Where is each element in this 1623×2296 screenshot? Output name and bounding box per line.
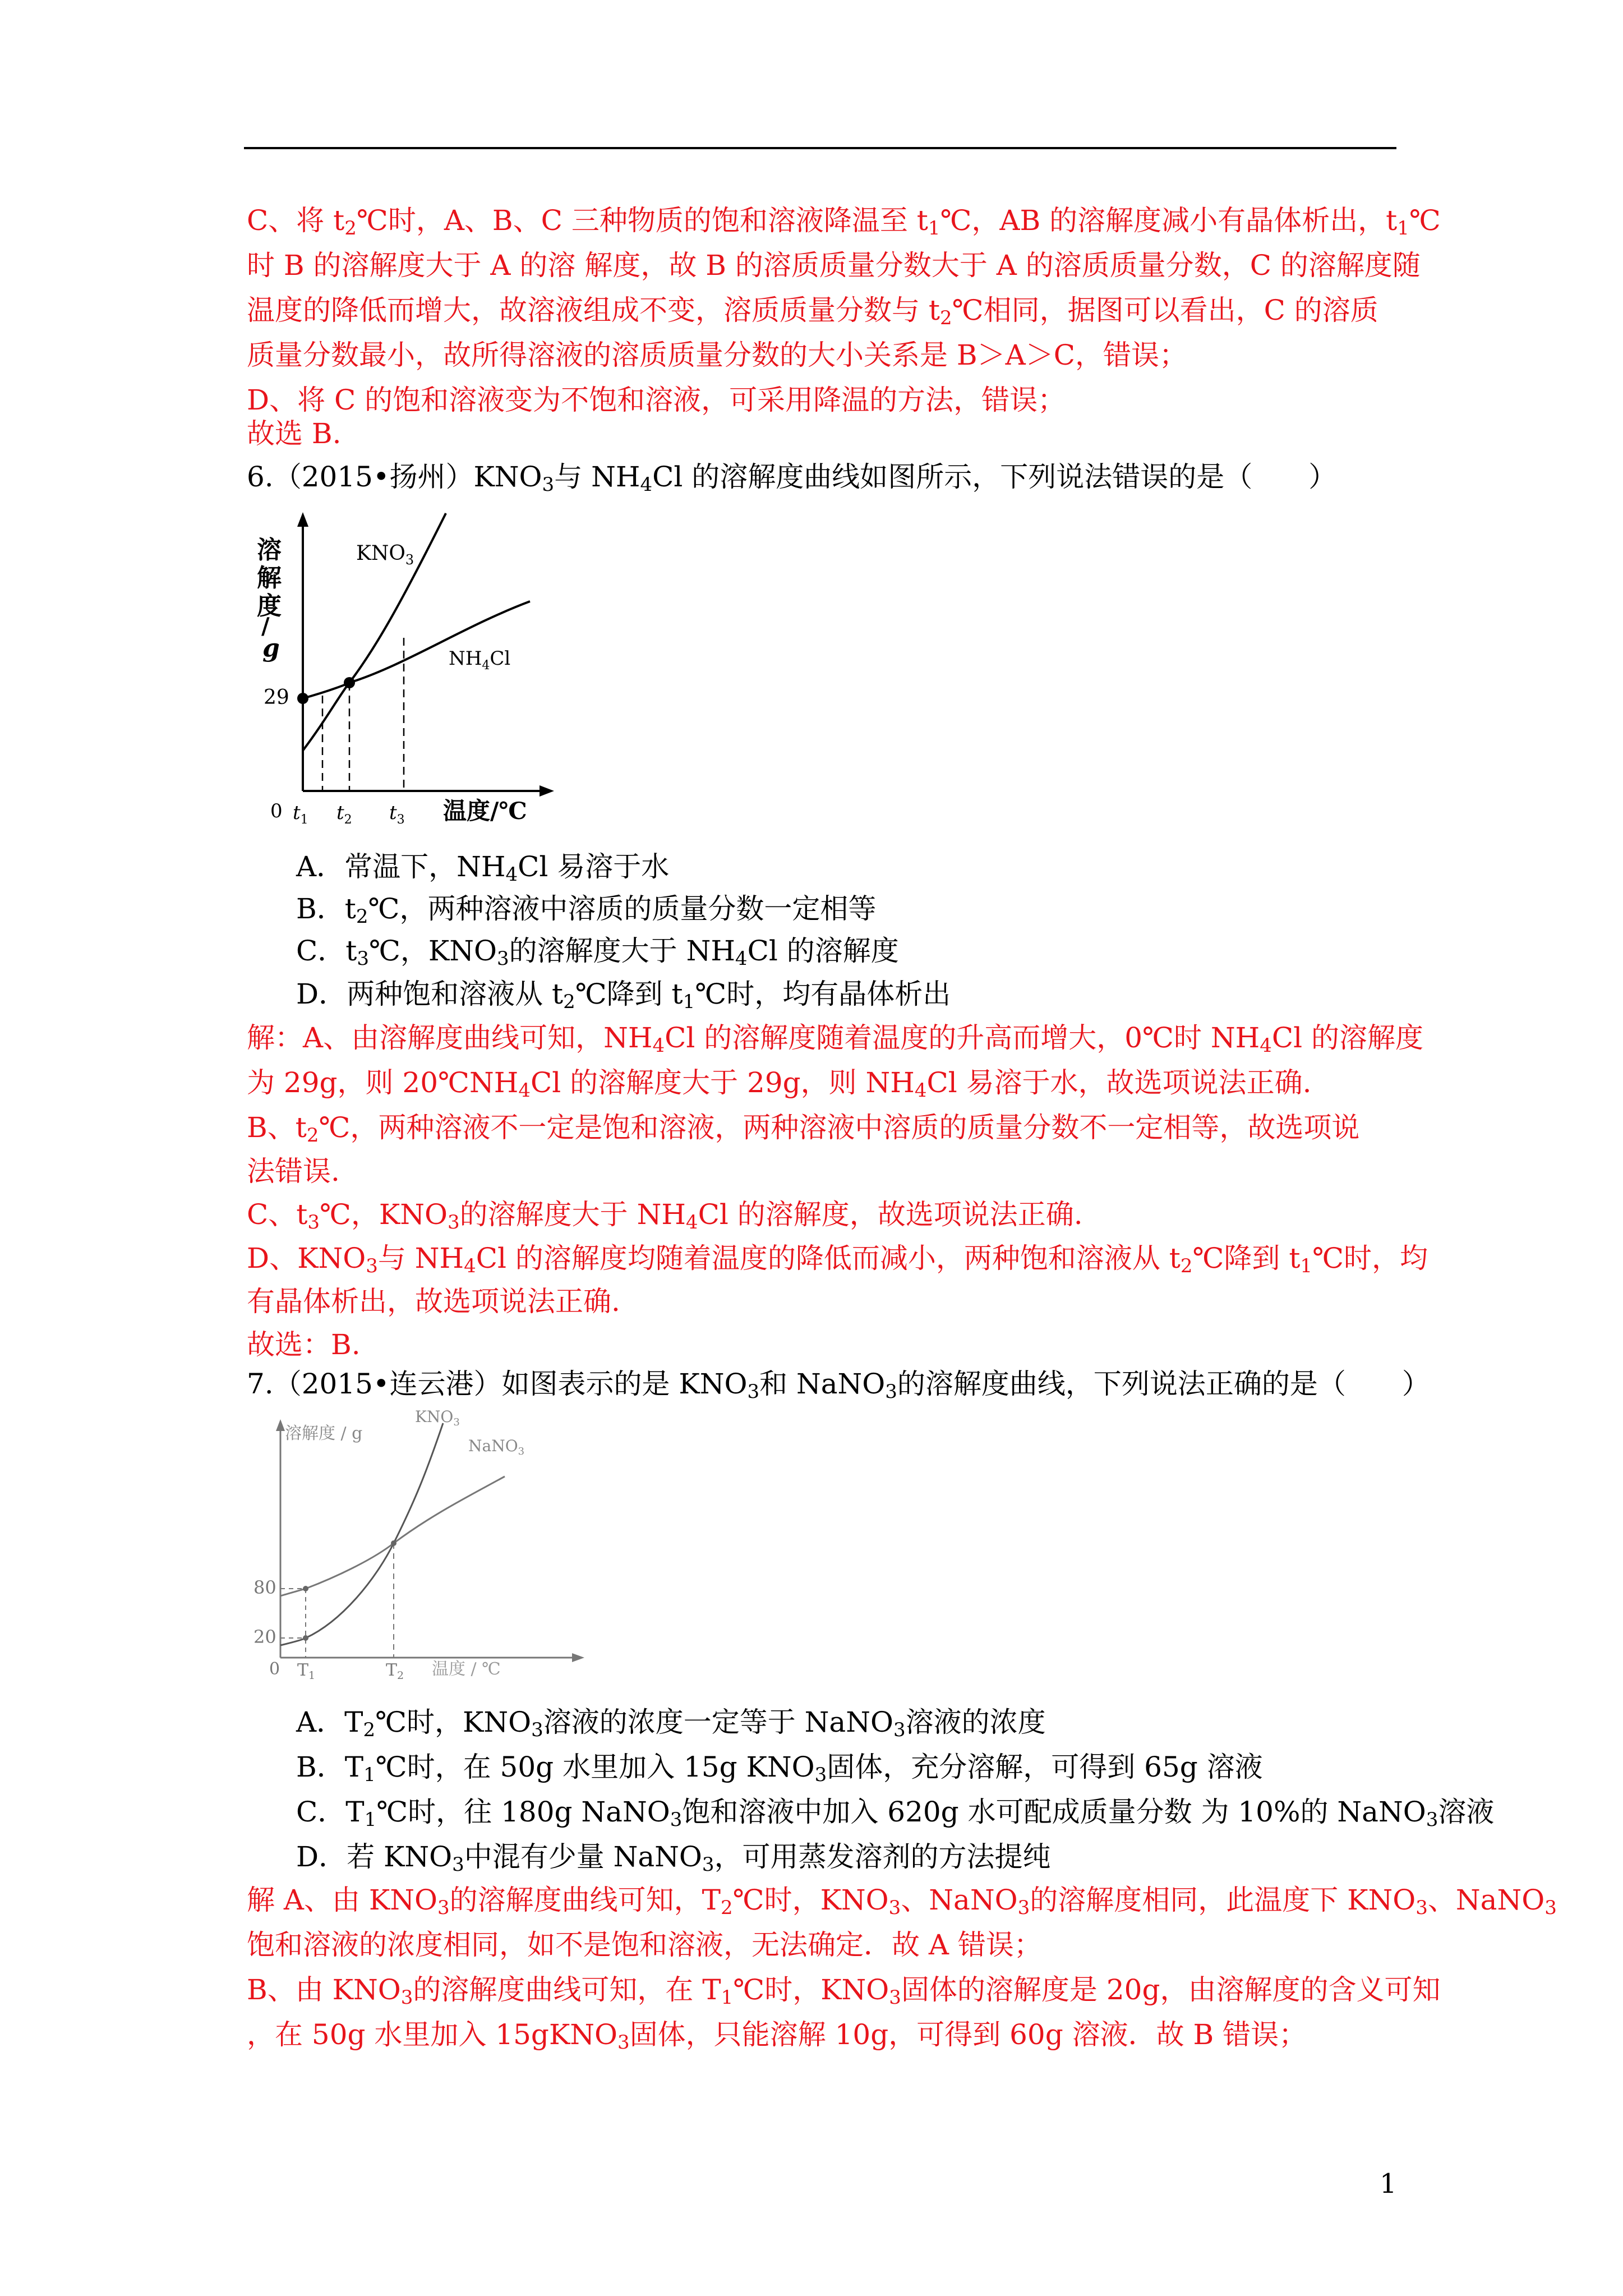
q7-sol-b-line1: B、由 $KNO_3$的溶解度曲线可知，在 $T_1℃$时，$KNO_3$固体的溶解度是 20g，由溶解度的含义可知: [247, 1973, 1441, 2009]
q6-x-tick-t3: $t_3$: [389, 802, 405, 827]
q6-label-kno3: $KNO_3$: [356, 542, 414, 568]
q6-sol-d-line1: D、$KNO_3$与 $NH_4Cl$ 的溶解度均随着温度的降低而减小，两种饱和溶液从 $t_2℃$降到 $t_1℃$时，均: [247, 1242, 1428, 1277]
q6-sol-b-line1: B、$t_2℃$，两种溶液不一定是饱和溶液，两种溶液中溶质的质量分数不一定相等，故选项说: [247, 1111, 1360, 1147]
q6-sol-b-line2: 法错误.: [247, 1155, 340, 1188]
q6-y-title-1: 溶: [257, 536, 282, 564]
q6-x-tick-t1: $t_1$: [293, 802, 308, 827]
header-rule: [244, 147, 1396, 149]
page-number: 1: [1380, 2168, 1397, 2200]
q6-sol-a-line2: 为 29g，则 $20℃NH_4Cl$ 的溶解度大于 29g，则 $NH_4Cl$ 易溶于水，故选项说法正确.: [247, 1066, 1312, 1102]
q7-origin: 0: [269, 1659, 280, 1679]
q7-stem: 7.（2015•连云港）如图表示的是 $KNO_3$和 NaNO$_3$的溶解度曲线，下列说法正确的是（ ）: [247, 1368, 1430, 1403]
q6-y-title-5: g: [262, 634, 280, 662]
q7-x-tick-t2: $T_2$: [386, 1660, 404, 1682]
q6-y-axis-arrow: [297, 512, 308, 527]
q7-option-d: D．若 $KNO_3$中混有少量 NaNO$_3$，可用蒸发溶剂的方法提纯: [296, 1841, 1051, 1876]
q6-point-29: [297, 693, 308, 704]
q7-y-tick-20: 20: [253, 1626, 276, 1648]
q6-answer: 故选：B.: [247, 1328, 361, 1361]
q7-y-axis-arrow: [276, 1419, 285, 1431]
q7-y-tick-80: 80: [253, 1577, 276, 1598]
sol5-c-line2: 时 B 的溶解度大于 A 的溶 解度，故 B 的溶质质量分数大于 A 的溶质质量分数，C 的溶解度随: [247, 249, 1421, 282]
q7-point-intersection: [391, 1540, 396, 1546]
q6-sol-c: C、$t_3℃$，$KNO_3$的溶解度大于 $NH_4Cl$ 的溶解度，故选项说法正确.: [247, 1198, 1083, 1234]
q7-kno3-curve: [280, 1423, 443, 1645]
q7-point-20: [303, 1635, 308, 1641]
q7-nano3-curve: [280, 1476, 505, 1596]
q6-solubility-chart: [241, 508, 555, 833]
q6-option-d: D．两种饱和溶液从 $t_2℃$降到 $t_1℃$时，均有晶体析出: [296, 978, 951, 1013]
q6-option-b: B．$t_2℃$，两种溶液中溶质的质量分数一定相等: [296, 892, 877, 928]
q7-option-c: C．$T_1℃$时，往 180g NaNO$_3$饱和溶液中加入 620g 水可配成质量分数 为 10%的 NaNO$_3$溶液: [296, 1796, 1495, 1831]
q6-point-intersection: [344, 677, 355, 688]
q6-y-tick-29: 29: [264, 686, 289, 709]
q7-x-axis-arrow: [572, 1653, 584, 1662]
q6-stem: 6.（2015•扬州）$KNO_3$与 $NH_4Cl$ 的溶解度曲线如图所示，下列说法错误的是（ ）: [247, 461, 1337, 496]
sol5-c-line3: 温度的降低而增大，故溶液组成不变，溶质质量分数与 $t_2℃$相同，据图可以看出，C 的溶质: [247, 294, 1378, 329]
q7-sol-a-line2: 饱和溶液的浓度相同，如不是饱和溶液，无法确定．故 A 错误；: [247, 1929, 1042, 1961]
q6-y-title-4: /: [261, 613, 270, 639]
q6-sol-a-line1: 解：A、由溶解度曲线可知，$NH_4Cl$ 的溶解度随着温度的升高而增大，0℃时 $NH_4Cl$ 的溶解度: [247, 1022, 1424, 1057]
q7-label-kno3: $KNO_3$: [415, 1407, 460, 1428]
q7-solubility-chart: [247, 1407, 594, 1682]
q7-label-nano3: NaNO$_3$: [468, 1437, 525, 1457]
q6-option-a: A．常温下，$NH_4Cl$ 易溶于水: [296, 850, 670, 886]
sol5-answer: 故选 B.: [247, 417, 342, 450]
q7-y-title: 溶解度 / g: [285, 1424, 363, 1443]
q6-x-axis-arrow: [540, 785, 554, 797]
q6-x-tick-t2: $t_2$: [336, 802, 352, 827]
q7-sol-a-line1: 解 A、由 $KNO_3$的溶解度曲线可知，$T_2℃$时，$KNO_3$、NaNO$_3$的溶解度相同，此温度下 $KNO_3$、NaNO$_3$: [247, 1884, 1557, 1919]
q6-label-nh4cl: $NH_4Cl$: [449, 647, 511, 673]
sol5-d-line: D、将 C 的饱和溶液变为不饱和溶液，可采用降温的方法，错误；: [247, 384, 1066, 416]
q7-option-a: A．$T_2℃$时，$KNO_3$溶液的浓度一定等于 NaNO$_3$溶液的浓度: [296, 1706, 1046, 1741]
sol5-c-line4: 质量分数最小，故所得溶液的溶质质量分数的大小关系是 B＞A＞C，错误；: [247, 339, 1188, 371]
q7-option-b: B．$T_1℃$时，在 50g 水里加入 15g $KNO_3$固体，充分溶解，可得到 65g 溶液: [296, 1751, 1263, 1786]
q6-y-title-3: 度: [257, 592, 282, 620]
q6-sol-d-line2: 有晶体析出，故选项说法正确.: [247, 1285, 620, 1318]
q6-origin: 0: [270, 800, 283, 822]
q6-x-title: 温度/℃: [443, 797, 527, 825]
q7-x-tick-t1: $T_1$: [297, 1660, 316, 1682]
q7-sol-b-line2: ，在 50g 水里加入 15gKNO$_3$固体，只能溶解 10g，可得到 60g 溶液．故 B 错误；: [247, 2018, 1307, 2054]
q6-y-title-2: 解: [257, 564, 282, 592]
q6-option-c: C．$t_3℃$，$KNO_3$的溶解度大于 $NH_4Cl$ 的溶解度: [296, 935, 899, 970]
sol5-c-line1: C、将 $t_2℃$时，A、B、C 三种物质的饱和溶液降温至 $t_1℃$，AB 的溶解度减小有晶体析出，$t_1℃$: [247, 204, 1441, 240]
q7-x-title: 温度 / ℃: [432, 1659, 501, 1679]
q7-point-80: [303, 1586, 308, 1591]
